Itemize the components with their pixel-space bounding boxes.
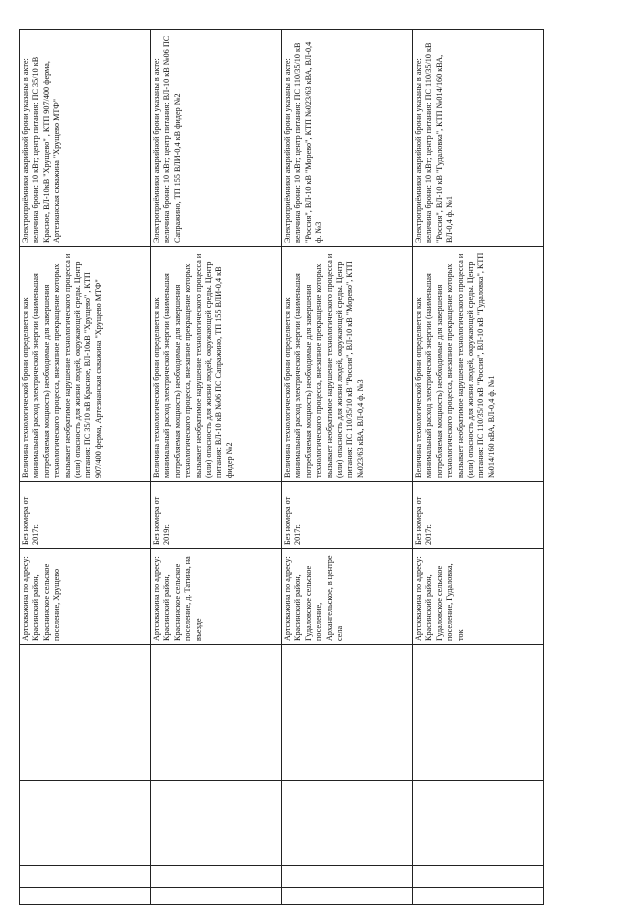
technological-reserve-cell: Величина технологической брони определяется как минимальный расход электрической энергии (наименьшая потребляемая мощность) необходимые для завершения технологического процесса, внезапное прекращение которых вызывает необратимое нарушение технологического процесса и (или) опасность для жизни людей, окружающей среды. Центр питания: ВЛ-10 кВ №06 ПС Сапражино, ТП 155 ВЛИ-0,4 кВ фидер №2 [151, 247, 282, 482]
table-row [413, 30, 544, 905]
separator-line [19, 887, 544, 888]
emergency-reserve-cell: Электроприёмники аварийной брони указаны в акте: величина брони: 10 кВт; центр питания: ВЛ-10 кВ №06 ПС Сапражино, ТП 155 ВЛИ-0,4 кВ фидер №2 [151, 30, 282, 247]
act-number-cell: Без номера от 2017г. [20, 482, 151, 549]
separator-line [19, 780, 544, 781]
address-cell: Артскважина по адресу: Красинский район, Краснинское сельское поселение, Хрущево [20, 549, 151, 645]
rotated-table-wrapper [19, 30, 544, 905]
address-cell: Артскважина по адресу: Красинский район, Краснинское сельское поселение, д. Татина, на въезде [151, 549, 282, 645]
emergency-reserve-cell: Электроприёмники аварийной брони указаны в акте: величина брони: 10 кВт; центр питания: ПС 110/35/10 кВ "Россия", ВЛ-10 кВ "Морево", КТП №023/63 кВА, ВЛ-0,4 ф. №3 [282, 30, 413, 247]
table-frame [19, 30, 544, 905]
act-number-cell: Без номера от 2017г. [413, 482, 544, 549]
emergency-reservation-table [19, 29, 544, 905]
act-number-cell: Без номера от 2019г. [151, 482, 282, 549]
act-number-cell: Без номера от 2017г. [282, 482, 413, 549]
table-row [282, 30, 413, 905]
separator-line [19, 865, 544, 866]
table-row [20, 30, 151, 905]
technological-reserve-cell: Величина технологической брони определяется как минимальный расход электрической энергии (наименьшая потребляемая мощность) необходимые для завершения технологического процесса, внезапное прекращение которых вызывает необратимое нарушение технологического процесса и (или) опасность для жизни людей, окружающей среды. Центр питания: ПС 35/10 кВ Красное, ВЛ-10кВ "Хрущево" , КТП 907/400 ферма, Артезианская скважина "Хрущево МТФ" [20, 247, 151, 482]
emergency-reserve-cell: Электроприёмники аварийной брони указаны в акте: величина брони: 10 кВт; центр питания: ПС 110/35/10 кВ "Россия", ВЛ-10 кВ "Гудаловка", КТП №014/160 кВА, ВЛ-0,4 ф. №1 [413, 30, 544, 247]
address-cell: Артскважина по адресу: Красинский район, Гудаловское сельское поселение, Архангельское, в центре села [282, 549, 413, 645]
emergency-reserve-cell: Электроприёмники аварийной брони указаны в акте: величина брони: 10 кВт; центр питания: ПС 35/10 кВ Красное, ВЛ-10кВ "Хрущево" , КТП 907/400 ферма, Артезианская скважина "Хрущево МТФ" [20, 30, 151, 247]
table-row [151, 30, 282, 905]
technological-reserve-cell: Величина технологической брони определяется как минимальный расход электрической энергии (наименьшая потребляемая мощность) необходимые для завершения технологического процесса, внезапное прекращение которых вызывает необратимое нарушение технологического процесса и (или) опасность для жизни людей, окружающей среды. Центр питания: ПС 110/35/10 кВ "Россия", ВЛ-10 кВ "Гудаловка", КТП №014/160 кВА, ВЛ-0,4 ф. №1 [413, 247, 544, 482]
technological-reserve-cell: Величина технологической брони определяется как минимальный расход электрической энергии (наименьшая потребляемая мощность) необходимые для завершения технологического процесса, внезапное прекращение которых вызывает необратимое нарушение технологического процесса и (или) опасность для жизни людей, окружающей среды. Центр питания: ПС 110/35/10 кВ "Россия", ВЛ-10 кВ "Морево", КТП №023/63 кВА, ВЛ-0,4 ф. №3 [282, 247, 413, 482]
address-cell: Артскважина по адресу: Красинский район, Гудаловское сельское поселение, Гудаловка, ток [413, 549, 544, 645]
